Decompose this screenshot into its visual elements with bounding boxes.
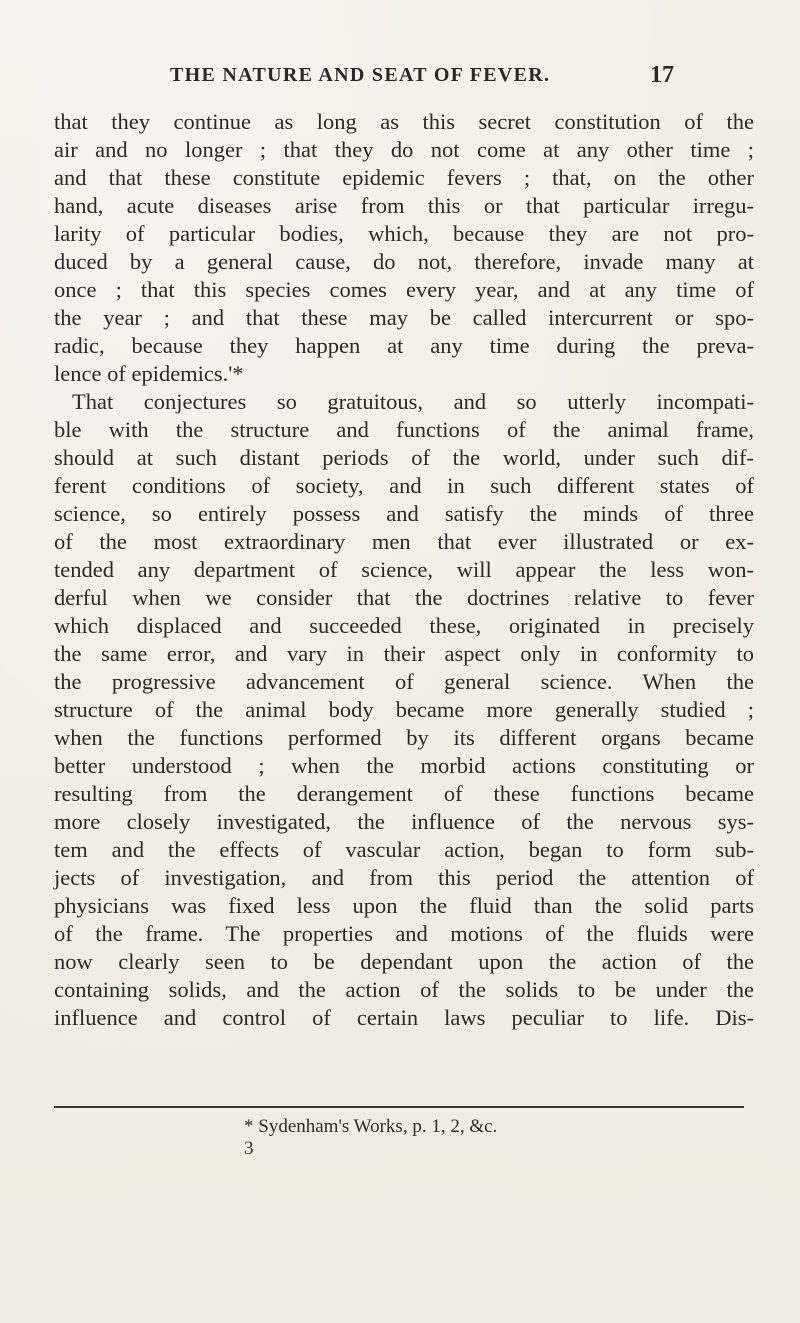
text-line: physicians was fixed less upon the fluid than the solid parts (54, 893, 754, 918)
text-line: more closely investigated, the influence of the nervous sys- (54, 809, 754, 834)
text-line: ferent conditions of society, and in such different states of (54, 473, 754, 498)
body-text (54, 108, 754, 1032)
text-line: when the functions performed by its different organs became (54, 725, 754, 750)
text-line: science, so entirely possess and satisfy the minds of three (54, 501, 754, 526)
footnote-rule (54, 1106, 744, 1108)
page-number: 17 (650, 62, 674, 88)
text-line: That conjectures so gratuitous, and so utterly incompati- (72, 389, 754, 414)
text-line: and that these constitute epidemic fevers ; that, on the other (54, 165, 754, 190)
text-line: larity of particular bodies, which, because they are not pro- (54, 221, 754, 246)
text-line: the same error, and vary in their aspect only in conformity to (54, 641, 754, 666)
text-line: now clearly seen to be dependant upon the action of the (54, 949, 754, 974)
text-line: structure of the animal body became more generally studied ; (54, 697, 754, 722)
text-line: resulting from the derangement of these functions became (54, 781, 754, 806)
text-line: lence of epidemics.'* (54, 361, 244, 386)
text-line: radic, because they happen at any time during the preva- (54, 333, 754, 358)
text-line: derful when we consider that the doctrines relative to fever (54, 585, 754, 610)
text-line: the year ; and that these may be called intercurrent or spo- (54, 305, 754, 330)
text-line: tem and the effects of vascular action, began to form sub- (54, 837, 754, 862)
text-line: containing solids, and the action of the solids to be under the (54, 977, 754, 1002)
text-line: of the frame. The properties and motions of the fluids were (54, 921, 754, 946)
text-line: which displaced and succeeded these, originated in precisely (54, 613, 754, 638)
text-line: duced by a general cause, do not, therefore, invade many at (54, 249, 754, 274)
page-header (0, 60, 800, 96)
text-line: air and no longer ; that they do not come at any other time ; (54, 137, 754, 162)
text-line: the progressive advancement of general science. When the (54, 669, 754, 694)
text-line: of the most extraordinary men that ever illustrated or ex- (54, 529, 754, 554)
running-head: THE NATURE AND SEAT OF FEVER. (170, 64, 551, 86)
signature-mark: 3 (244, 1138, 254, 1159)
text-line: hand, acute diseases arise from this or that particular irregu- (54, 193, 754, 218)
text-line: that they continue as long as this secret constitution of the (54, 109, 754, 134)
text-line: influence and control of certain laws peculiar to life. Dis- (54, 1005, 754, 1030)
text-line: tended any department of science, will appear the less won- (54, 557, 754, 582)
text-line: jects of investigation, and from this period the attention of (54, 865, 754, 890)
text-line: better understood ; when the morbid actions constituting or (54, 753, 754, 778)
text-line: ble with the structure and functions of the animal frame, (54, 417, 754, 442)
text-line: once ; that this species comes every year, and at any time of (54, 277, 754, 302)
text-line: should at such distant periods of the world, under such dif- (54, 445, 754, 470)
footnote: * Sydenham's Works, p. 1, 2, &c. (244, 1116, 498, 1137)
